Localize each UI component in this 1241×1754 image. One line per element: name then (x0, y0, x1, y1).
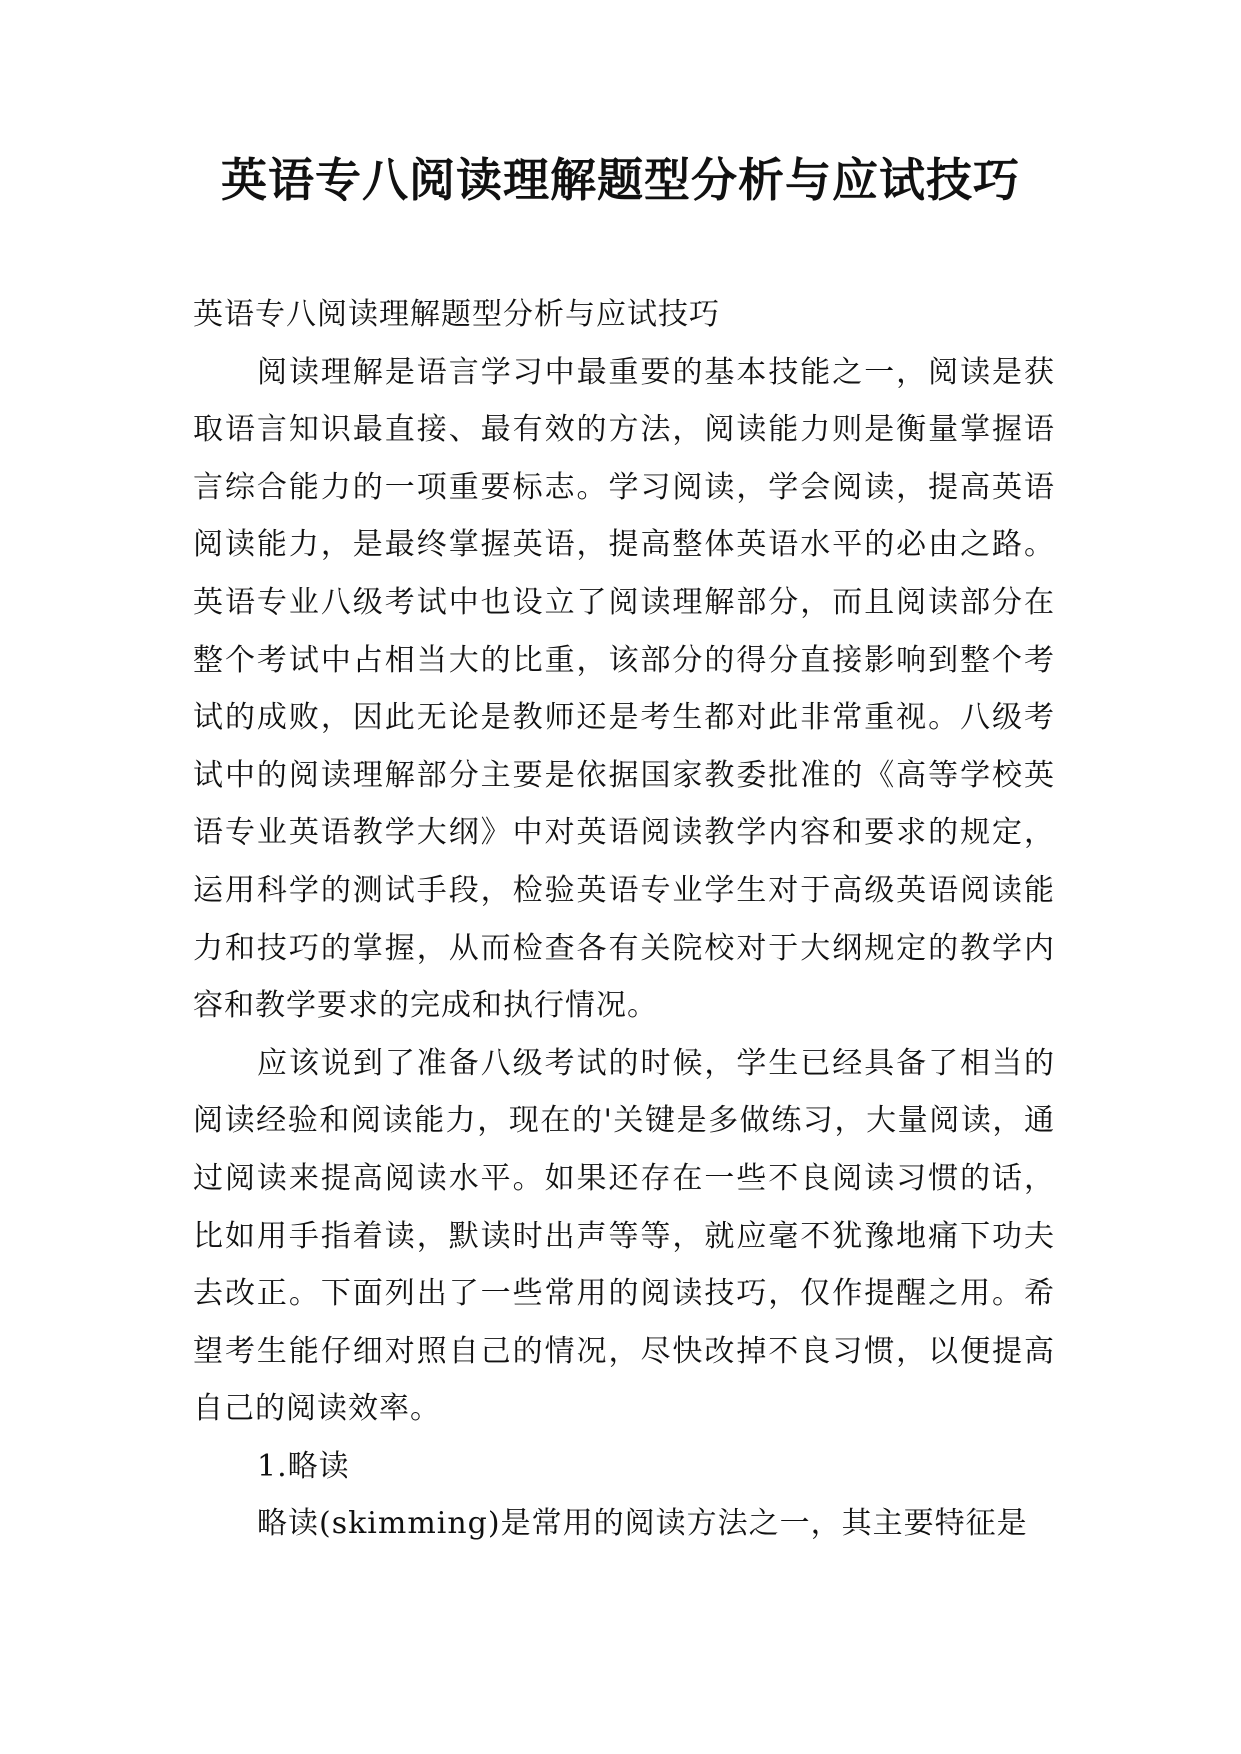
document-body (193, 286, 1055, 1553)
paragraph-skimming: 略读(skimming)是常用的阅读方法之一，其主要特征是 (257, 1506, 1028, 1542)
document-subtitle: 英语专八阅读理解题型分析与应试技巧 (193, 297, 720, 332)
section-heading-skimming: 1.略读 (257, 1448, 350, 1484)
paragraph-preparation: 应该说到了准备八级考试的时候，学生已经具备了相当的阅读经验和阅读能力，现在的'关键是多做练习，大量阅读，通过阅读来提高阅读水平。如果还存在一些不良阅读习惯的话，比如用手指着读，默读时出声等等，就应毫不犹豫地痛下功夫去改正。下面列出了一些常用的阅读技巧，仅作提醒之用。希望考生能仔细对照自己的情况，尽快改掉不良习惯，以便提高自己的阅读效率。 (193, 1045, 1055, 1427)
paragraph-intro: 阅读理解是语言学习中最重要的基本技能之一，阅读是获取语言知识最直接、最有效的方法，阅读能力则是衡量掌握语言综合能力的一项重要标志。学习阅读，学会阅读，提高英语阅读能力，是最终掌握英语，提高整体英语水平的必由之路。英语专业八级考试中也设立了阅读理解部分，而且阅读部分在整个考试中占相当大的比重，该部分的得分直接影响到整个考试的成败，因此无论是教师还是考生都对此非常重视。八级考试中的阅读理解部分主要是依据国家教委批准的《高等学校英语专业英语教学大纲》中对英语阅读教学内容和要求的规定，运用科学的测试手段，检验英语专业学生对于高级英语阅读能力和技巧的掌握，从而检查各有关院校对于大纲规定的教学内容和教学要求的完成和执行情况。 (193, 354, 1055, 1024)
document-title: 英语专八阅读理解题型分析与应试技巧 (221, 153, 1020, 207)
